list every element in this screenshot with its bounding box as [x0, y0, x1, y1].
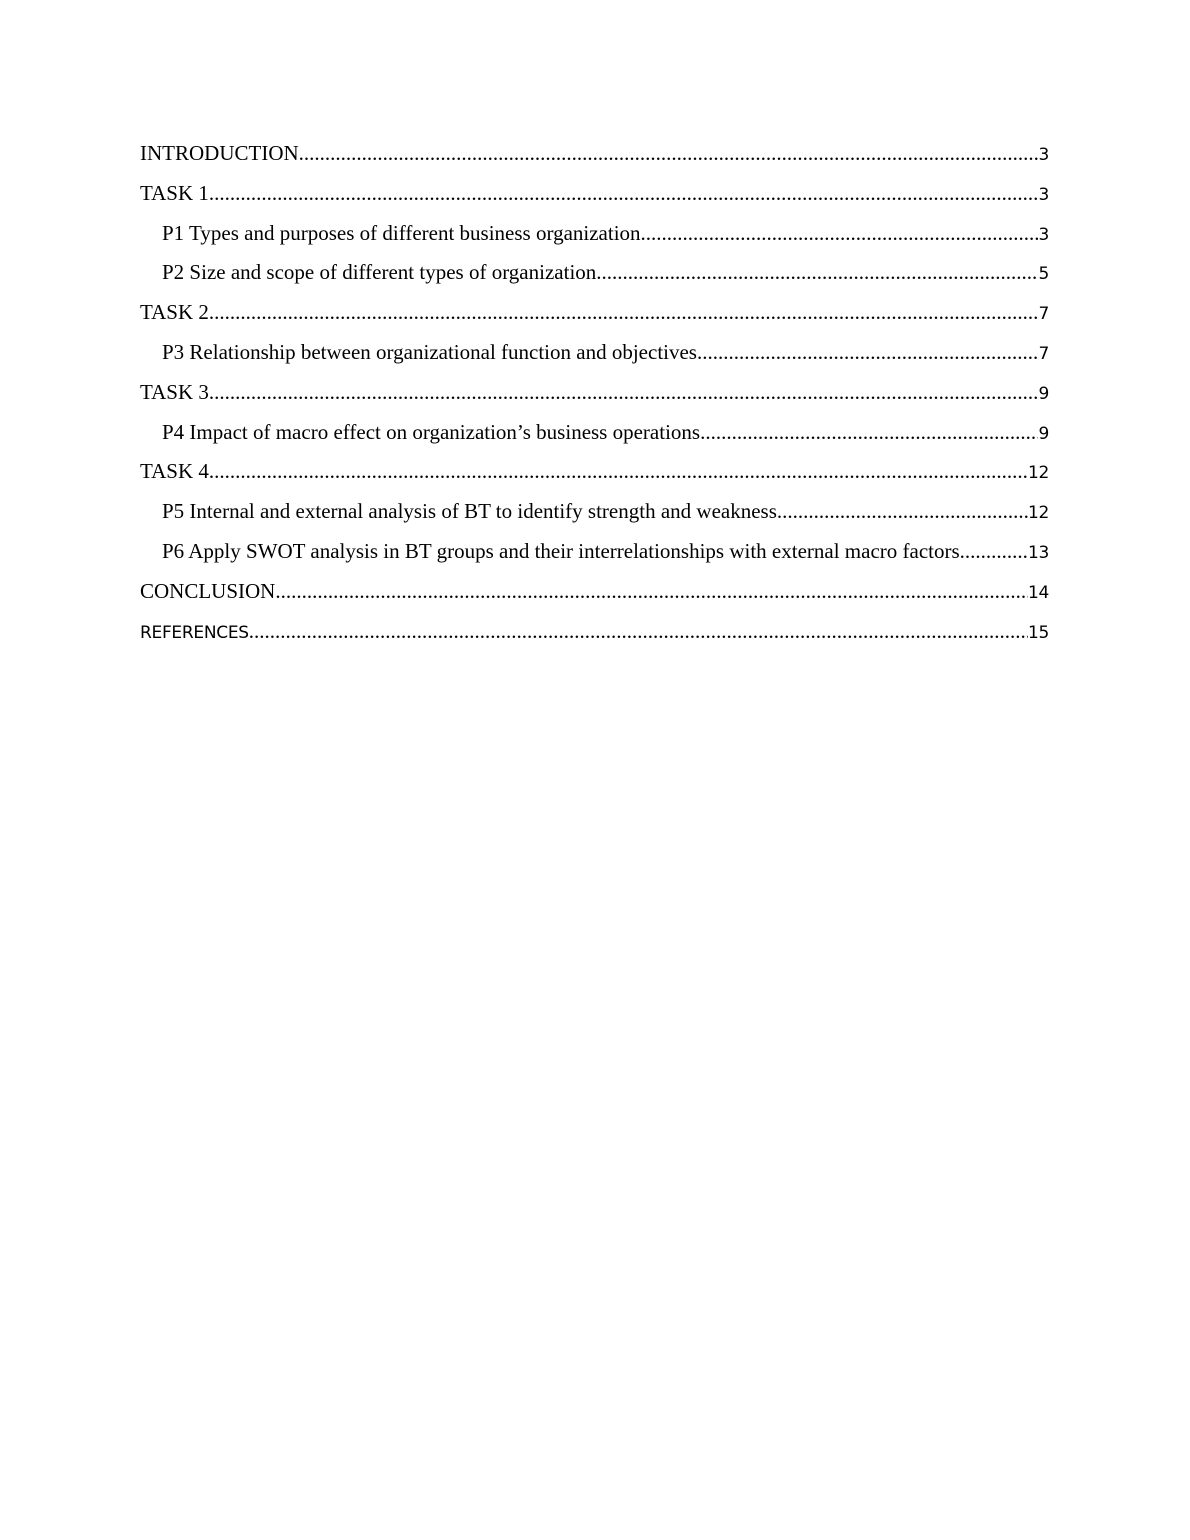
- toc-entry-title: P2 Size and scope of different types of organization: [162, 260, 597, 285]
- toc-entry-task-4[interactable]: [140, 452, 1049, 492]
- toc-dot-leader: [249, 612, 1028, 652]
- toc-page-number: 9: [1038, 383, 1049, 404]
- toc-entry-introduction[interactable]: [140, 134, 1049, 174]
- toc-entry-task-3[interactable]: [140, 373, 1049, 413]
- toc-page-number: 3: [1038, 224, 1049, 245]
- table-of-contents: [140, 134, 1049, 651]
- toc-page-number: 13: [1027, 542, 1049, 563]
- toc-entry-p1[interactable]: [140, 214, 1049, 254]
- toc-entry-title: P1 Types and purposes of different business organization: [162, 220, 641, 245]
- toc-dot-leader: [209, 293, 1039, 333]
- toc-dot-leader: [299, 134, 1039, 174]
- toc-page-number: 9: [1038, 423, 1049, 444]
- toc-page-number: 3: [1038, 184, 1049, 205]
- toc-entry-title: P4 Impact of macro effect on organization’s business operations: [162, 419, 701, 444]
- toc-entry-title: TASK 2: [140, 300, 209, 325]
- toc-entry-p4[interactable]: [140, 413, 1049, 453]
- toc-dot-leader: [960, 532, 1028, 572]
- toc-page-number: 12: [1027, 503, 1049, 524]
- toc-dot-leader: [275, 572, 1028, 612]
- toc-dot-leader: [777, 492, 1028, 532]
- toc-dot-leader: [209, 174, 1039, 214]
- toc-page-number: 3: [1038, 145, 1049, 165]
- toc-page-number: 12: [1027, 463, 1049, 484]
- toc-entry-p5[interactable]: [140, 492, 1049, 532]
- toc-entry-p6[interactable]: [140, 532, 1049, 572]
- toc-entry-conclusion[interactable]: [140, 572, 1049, 612]
- toc-dot-leader: [641, 214, 1039, 254]
- toc-entry-task-2[interactable]: [140, 293, 1049, 333]
- toc-entry-p2[interactable]: [140, 253, 1049, 293]
- toc-entry-title: P6 Apply SWOT analysis in BT groups and their interrelationships with external macro factors: [162, 538, 960, 563]
- toc-page-number: 7: [1038, 343, 1049, 364]
- toc-entry-title: INTRODUCTION: [140, 141, 299, 165]
- toc-entry-task-1[interactable]: [140, 174, 1049, 214]
- toc-entry-title: TASK 3: [140, 379, 209, 404]
- toc-dot-leader: [209, 373, 1039, 413]
- toc-dot-leader: [596, 253, 1038, 293]
- toc-entry-title: P5 Internal and external analysis of BT to identify strength and weakness: [162, 499, 777, 524]
- toc-page-number: 14: [1027, 582, 1049, 603]
- toc-dot-leader: [697, 333, 1038, 373]
- toc-entry-title: TASK 1: [140, 180, 209, 205]
- toc-entry-title: REFERENCES: [140, 622, 249, 643]
- toc-dot-leader: [700, 413, 1038, 453]
- toc-entry-p3[interactable]: [140, 333, 1049, 373]
- toc-page-number: 15: [1027, 622, 1049, 643]
- toc-entry-references[interactable]: [140, 612, 1049, 652]
- toc-entry-title: TASK 4: [140, 459, 209, 484]
- toc-entry-title: CONCLUSION: [140, 578, 276, 603]
- toc-entry-title: P3 Relationship between organizational function and objectives: [162, 339, 697, 364]
- toc-dot-leader: [209, 452, 1028, 492]
- toc-page-number: 5: [1038, 264, 1049, 285]
- toc-page-number: 7: [1038, 304, 1049, 325]
